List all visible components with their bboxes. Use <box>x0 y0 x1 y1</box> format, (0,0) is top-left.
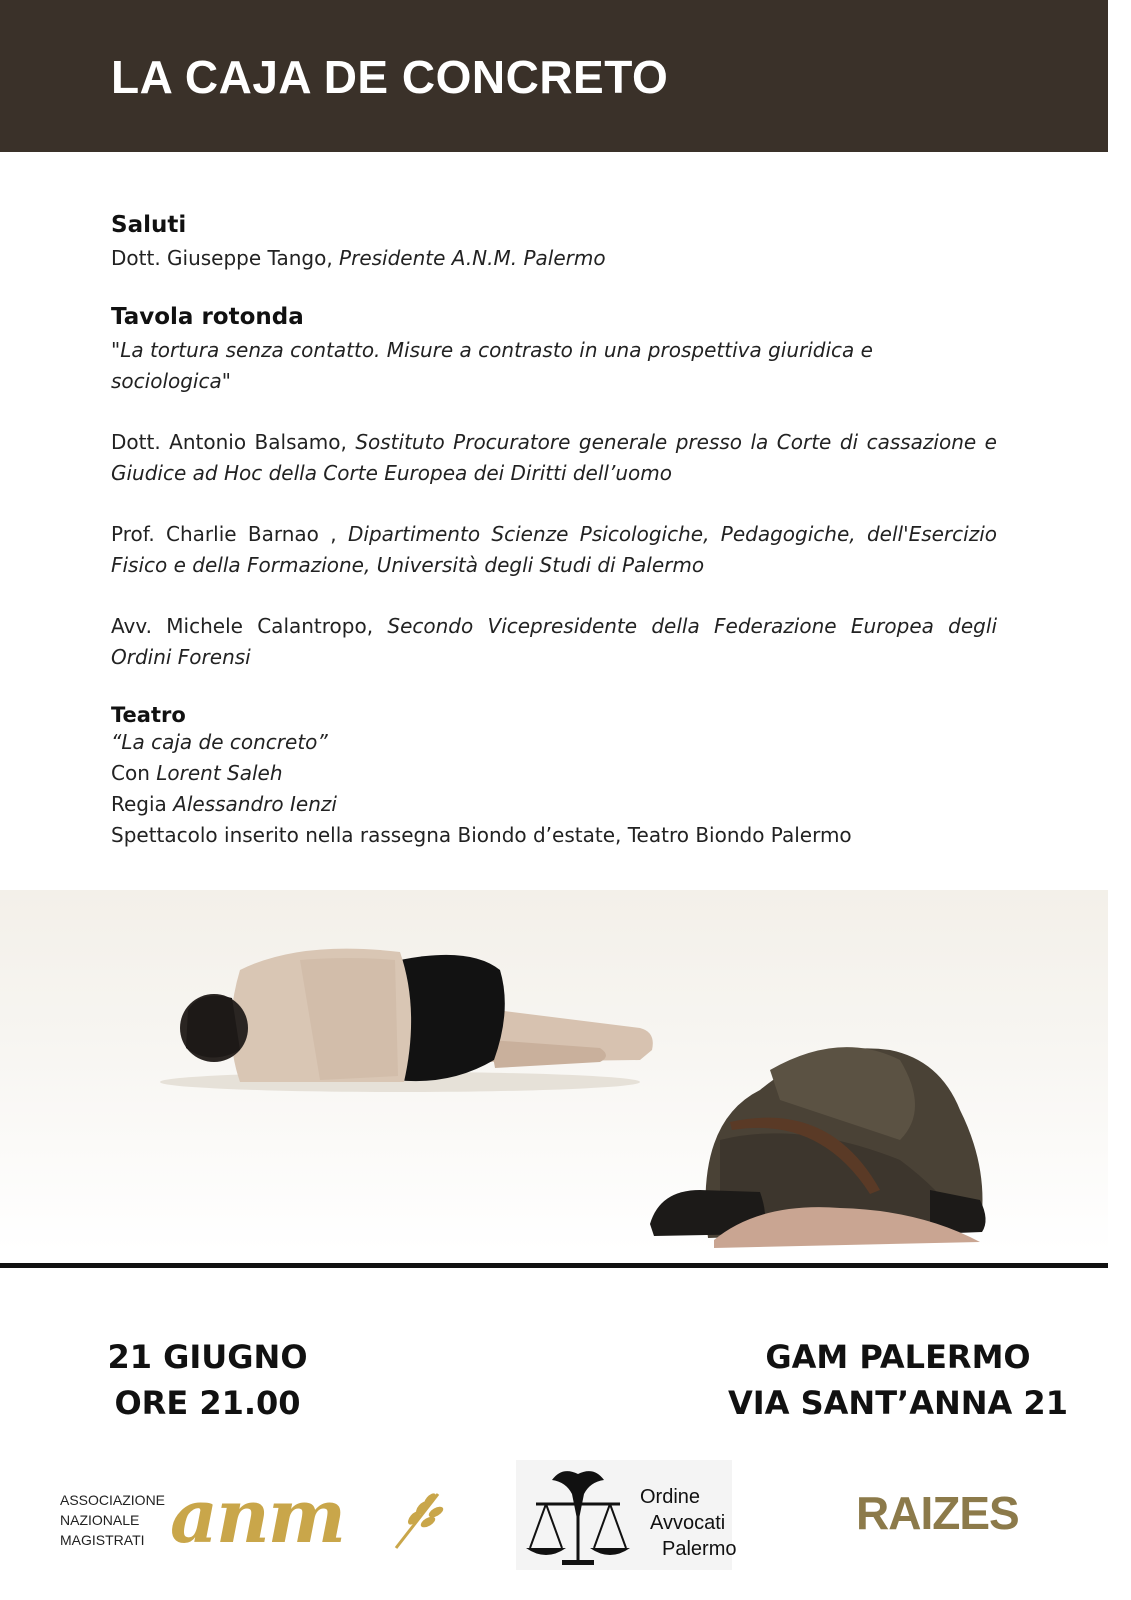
event-location <box>720 1334 1076 1426</box>
speaker-role: Sostituto Procuratore generale presso la Corte di cassazione e Giudice ad Hoc della Corte Europea dei Diritti dell’uomo <box>111 430 997 485</box>
ordine-caption: Ordine Avvocati Palermo <box>640 1486 737 1560</box>
anm-logo <box>58 1474 448 1560</box>
speaker-role: Secondo Vicepresidente della Federazione Europea degli Ordini Forensi <box>111 614 997 669</box>
cast-line: Con Lorent Saleh <box>111 761 283 785</box>
ordine-avvocati-logo <box>516 1460 737 1570</box>
saluti-heading: Saluti <box>111 212 187 238</box>
speaker-line <box>111 519 997 581</box>
section-divider <box>0 1263 1108 1268</box>
event-address: VIA SANT’ANNA 21 <box>728 1384 1068 1422</box>
program <box>111 212 997 851</box>
page-title: LA CAJA DE CONCRETO <box>111 51 669 103</box>
scales-eagle-icon <box>522 1464 634 1568</box>
quote-close: " <box>221 369 231 393</box>
saluti-line <box>111 243 997 274</box>
stage-photo <box>0 890 1108 1252</box>
event-time: ORE 21.00 <box>114 1384 301 1422</box>
festival-note: Spettacolo inserito nella rassegna Biondo d’estate, Teatro Biondo Palermo <box>111 823 852 847</box>
event-venue: GAM PALERMO <box>765 1338 1031 1376</box>
speaker-name: Dott. Antonio Balsamo, <box>111 430 347 454</box>
speaker-line <box>111 611 997 673</box>
header-banner <box>0 0 1108 152</box>
event-date: 21 GIUGNO <box>107 1338 308 1376</box>
performer-illustration <box>0 890 1108 1252</box>
speaker-role: Dipartimento Scienze Psicologiche, Pedagogiche, dell'Esercizio Fisico e della Formazione, Università degli Studi di Palermo <box>111 522 997 577</box>
tavola-subtitle: La tortura senza contatto. Misure a contrasto in una prospettiva giuridica e sociologica <box>111 338 873 393</box>
speaker-line <box>111 427 997 489</box>
teatro-heading: Teatro <box>111 703 186 727</box>
play-title: “La caja de concreto” <box>111 730 328 754</box>
saluti-speaker: Dott. Giuseppe Tango, <box>111 246 333 270</box>
quote-open: " <box>111 338 121 362</box>
cast-name: Lorent Saleh <box>156 761 283 785</box>
anm-caption: ASSOCIAZIONE NAZIONALE MAGISTRATI <box>60 1492 166 1548</box>
speaker-name: Prof. Charlie Barnao , <box>111 522 337 546</box>
wheat-icon <box>390 1486 446 1552</box>
tavola-subtitle-line <box>111 335 997 397</box>
director-line: Regia Alessandro Ienzi <box>111 792 337 816</box>
saluti-role: Presidente A.N.M. Palermo <box>339 246 606 270</box>
raizes-logo: RAIZES <box>856 1487 1019 1539</box>
tavola-heading: Tavola rotonda <box>111 304 304 330</box>
anm-wordmark: anm <box>170 1474 345 1560</box>
event-datetime <box>100 1334 315 1426</box>
director-name: Alessandro Ienzi <box>173 792 337 816</box>
speaker-name: Avv. Michele Calantropo, <box>111 614 374 638</box>
